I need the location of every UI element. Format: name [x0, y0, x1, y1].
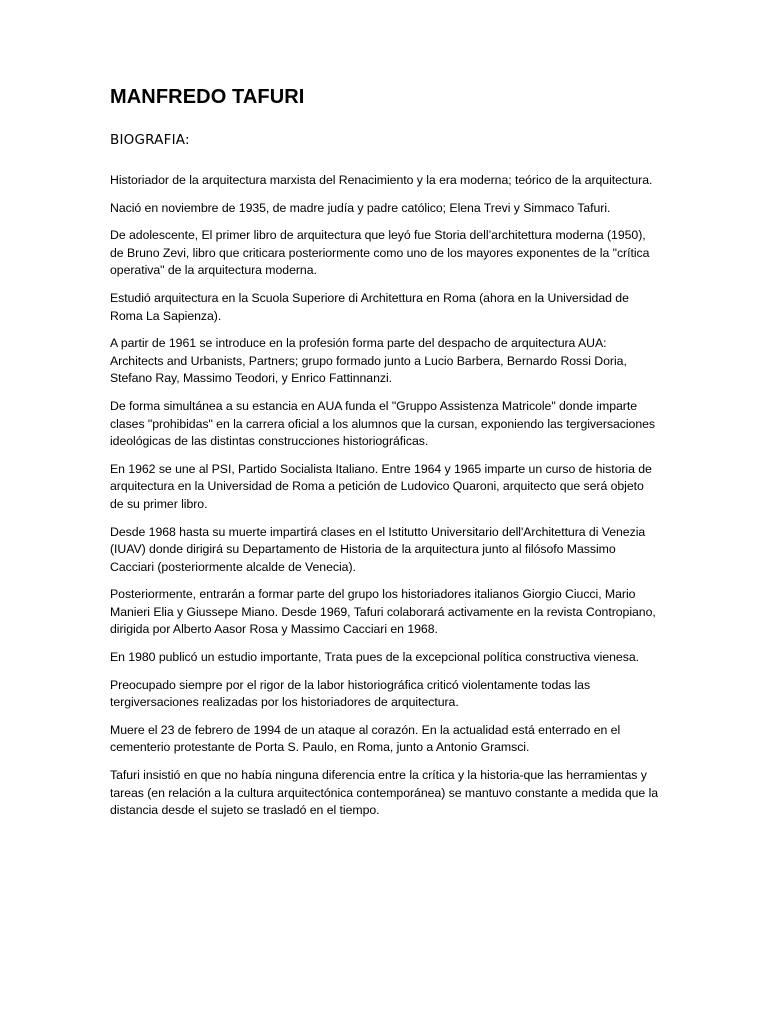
- paragraph-4: Estudió arquitectura en la Scuola Superiore di Architettura en Roma (ahora en la Universidad de Roma La Sapienza).: [110, 290, 629, 323]
- paragraph-11: Preocupado siempre por el rigor de la labor historiográfica criticó violentamente todas las tergiversaciones realizadas por los historiadores de arquitectura.: [110, 677, 591, 710]
- paragraph-12: Muere el 23 de febrero de 1994 de un ataque al corazón. En la actualidad está enterrado en el cementerio protestante de Porta S. Paulo, en Roma, junto a Antonio Gramsci.: [110, 722, 621, 755]
- paragraph-1: Historiador de la arquitectura marxista del Renacimiento y la era moderna; teórico de la arquitectura.: [110, 173, 653, 187]
- paragraph-5: A partir de 1961 se introduce en la profesión forma parte del despacho de arquitectura AUA: Architects and Urbanists, Partners; grupo formado junto a Lucio Barbera, Bernardo Rossi Doria, Stefano Ray, Massimo Teodori, y Enrico Fattinnanzi.: [110, 336, 627, 386]
- paragraph-13: Tafuri insistió en que no había ninguna diferencia entre la crítica y la historia-que las herramientas y tareas (en relación a la cultura arquitectónica contemporánea) se mantuvo constante a medida que la distancia desde el sujeto se trasladó en el tiempo.: [110, 768, 659, 818]
- paragraph-2: Nació en noviembre de 1935, de madre judía y padre católico; Elena Trevi y Simmaco Tafuri.: [110, 200, 611, 215]
- paragraph-6: De forma simultánea a su estancia en AUA funda el "Gruppo Assistenza Matricole" donde imparte clases "prohibidas" en la carrera oficial a los alumnos que la cursan, exponiendo las tergiversaciones ideológicas de las distintas construcciones historiográficas.: [110, 398, 655, 449]
- document-body: [110, 172, 660, 820]
- section-heading-biografia: BIOGRAFIA:: [110, 132, 190, 148]
- paragraph-8: Desde 1968 hasta su muerte impartirá clases en el Istitutto Universitario dell'Architettura di Venezia (IUAV) donde dirigirá su Departamento de Historia de la arquitectura junto al filósofo Massimo Cacciari (posteriormente alcalde de Venecia).: [110, 524, 646, 574]
- paragraph-3: De adolescente, El primer libro de arquitectura que leyó fue Storia dell’architettura moderna (1950), de Bruno Zevi, libro que criticara posteriormente como uno de los mayores exponentes de la "crítica operativa" de la arquitectura moderna.: [110, 228, 650, 278]
- paragraph-10: En 1980 publicó un estudio importante, Trata pues de la excepcional política constructiva vienesa.: [110, 650, 639, 665]
- document-title: MANFREDO TAFURI: [110, 86, 305, 108]
- paragraph-7: En 1962 se une al PSI, Partido Socialista Italiano. Entre 1964 y 1965 imparte un curso de historia de arquitectura en la Universidad de Roma a petición de Ludovico Quaroni, arquitecto que será objeto de su primer libro.: [110, 461, 652, 511]
- document-page: [110, 86, 660, 830]
- paragraph-9: Posteriormente, entrarán a formar parte del grupo los historiadores italianos Giorgio Ciucci, Mario Manieri Elia y Giussepe Miano. Desde 1969, Tafuri colaborará activamente en la revista Contropiano, dirigida por Alberto Aasor Rosa y Massimo Cacciari en 1968.: [110, 587, 656, 637]
